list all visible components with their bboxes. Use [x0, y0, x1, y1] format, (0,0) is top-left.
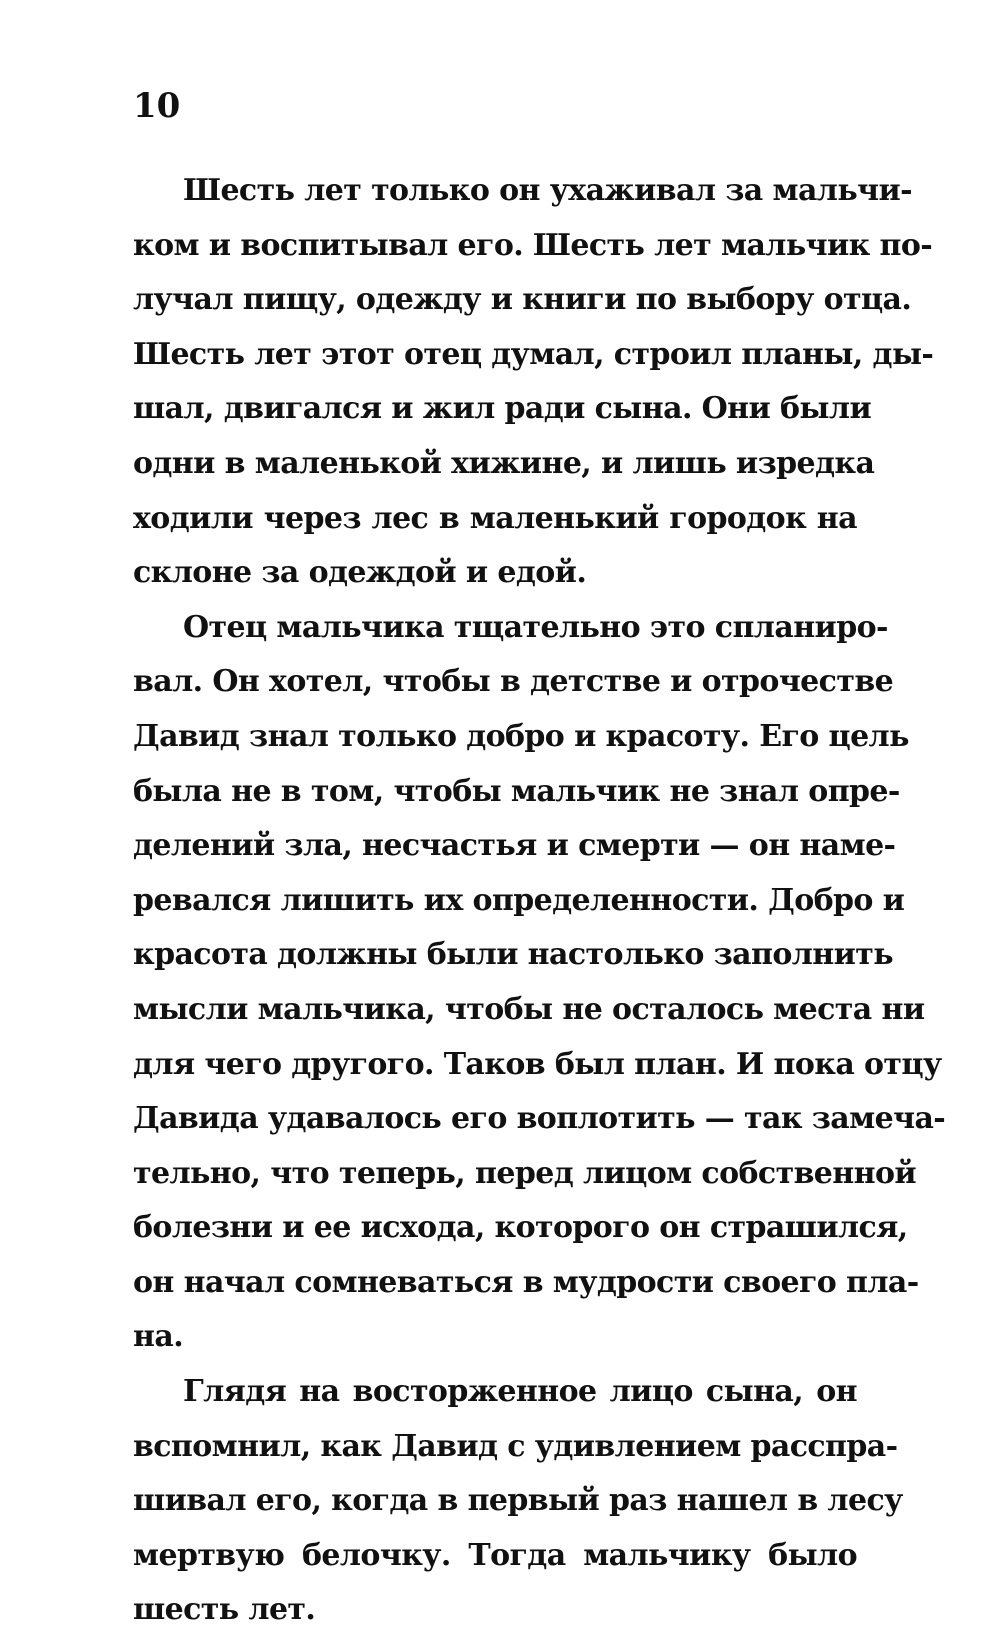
text-line: ком и воспитывал его. Шесть лет мальчик по- [133, 227, 933, 263]
text-line: шесть лет. [133, 1592, 316, 1628]
text-line: Глядя на восторженное лицо сына, он [183, 1374, 857, 1410]
text-line: шивал его, когда в первый раз нашел в лесу [133, 1483, 903, 1519]
body-text [133, 164, 946, 1638]
text-line: ревался лишить их определенности. Добро и [133, 882, 905, 918]
text-line: ходили через лес в маленький городок на [133, 500, 857, 536]
text-line: Отец мальчика тщательно это спланиро- [183, 609, 888, 645]
text-line: Шесть лет этот отец думал, строил планы, ды- [133, 336, 934, 372]
paragraph-2 [133, 601, 946, 1365]
paragraph-1 [133, 164, 934, 601]
text-line: болезни и ее исхода, которого он страшился, [133, 1210, 908, 1246]
text-line: на. [133, 1319, 184, 1355]
page-number: 10 [133, 86, 181, 126]
text-line: Давида удавалось его воплотить — так замеча- [133, 1101, 946, 1137]
text-line: Шесть лет только он ухаживал за мальчи- [183, 173, 912, 208]
text-line: Давид знал только добро и красоту. Его цель [133, 718, 909, 754]
text-line: делений зла, несчастья и смерти — он наме- [133, 828, 896, 864]
text-line: шал, двигался и жил ради сына. Они были [133, 391, 872, 427]
text-line: тельно, что теперь, перед лицом собственной [133, 1155, 917, 1191]
text-line: лучал пищу, одежду и книги по выбору отца. [133, 282, 912, 318]
text-line: вал. Он хотел, чтобы в детстве и отрочестве [133, 664, 894, 700]
text-line: склоне за одеждой и едой. [133, 555, 587, 591]
text-line: мысли мальчика, чтобы не осталось места ни [133, 991, 925, 1027]
paragraph-3 [133, 1365, 903, 1638]
text-line: вспомнил, как Давид с удивлением расспра- [133, 1428, 898, 1464]
text-line: одни в маленькой хижине, и лишь изредка [133, 445, 875, 481]
text-line: мертвую белочку. Тогда мальчику было [133, 1537, 857, 1573]
text-line: красота должны были настолько заполнить [133, 937, 894, 973]
text-line: он начал сомневаться в мудрости своего пла- [133, 1264, 919, 1300]
text-line: была не в том, чтобы мальчик не знал опре- [133, 773, 900, 809]
text-line: для чего другого. Таков был план. И пока отцу [133, 1046, 942, 1082]
